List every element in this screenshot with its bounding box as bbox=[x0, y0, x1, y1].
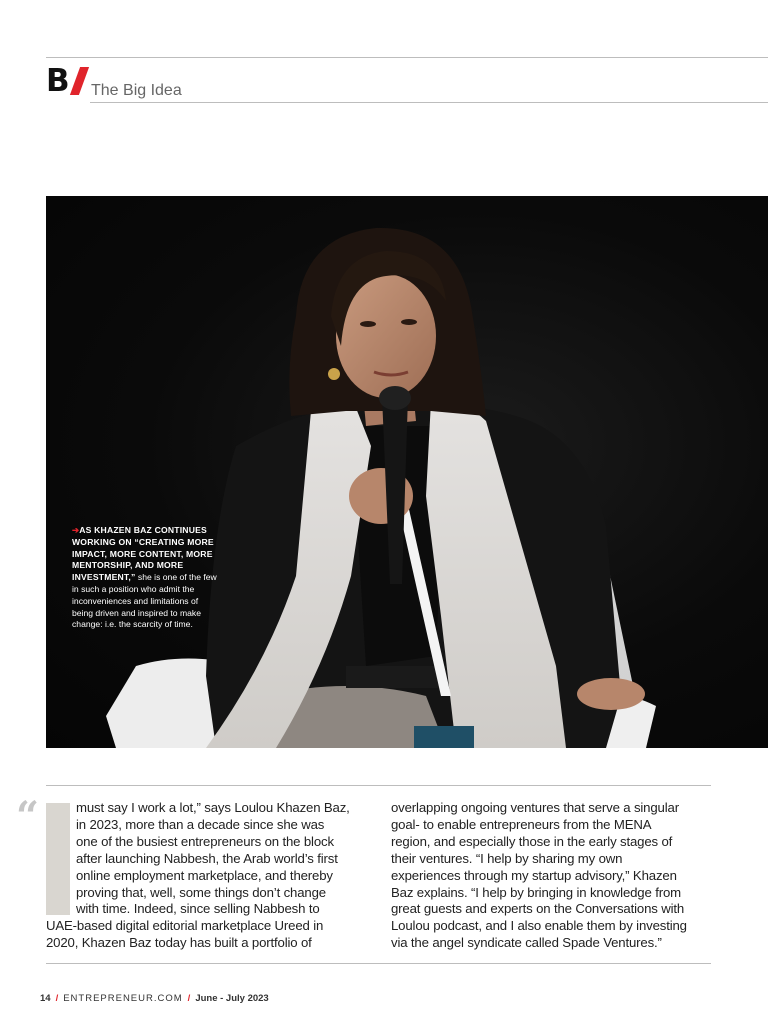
article-line: experiences through my startup advisory,” Khazen bbox=[391, 867, 677, 883]
article-line: overlapping ongoing ventures that serve a singular bbox=[391, 800, 679, 815]
article-line: 2020, Khazen Baz today has built a portfolio of bbox=[46, 935, 312, 951]
article-line: online employment marketplace, and thereby bbox=[76, 867, 333, 883]
article-line: great guests and experts on the Conversations with bbox=[391, 901, 685, 917]
article-line: in 2023, more than a decade since she was bbox=[76, 816, 325, 832]
caption-lead: AS KHAZEN BAZ CONTINUES WORKING ON “CREATING MORE IMPACT, MORE CONTENT, MORE MENTORSHIP, AND MORE INVESTMENT,” bbox=[72, 525, 214, 583]
photo-caption bbox=[72, 525, 217, 631]
article-line: after launching Nabbesh, the Arab world’s first bbox=[76, 850, 338, 866]
caption-text: she is one of the few in such a position who admit the inconveniences and limitations of being driven and inspired to make change: i.e. the scarcity of time. bbox=[72, 572, 217, 630]
article-line: Baz explains. “I help by bringing in knowledge from bbox=[391, 884, 681, 900]
logo-slash bbox=[70, 67, 89, 95]
slash-icon: / bbox=[55, 993, 59, 1004]
top-rule bbox=[46, 57, 768, 58]
article-line: Loulou podcast, and I also enable them by investing bbox=[391, 918, 687, 934]
quote-mark-icon: “ bbox=[16, 793, 40, 840]
article-line: region, and especially those in the early stages of bbox=[391, 833, 673, 849]
issue-date: June - July 2023 bbox=[195, 993, 269, 1004]
article-line: must say I work a lot,” says Loulou Khazen Baz, bbox=[76, 800, 350, 815]
article-line: goal- to enable entrepreneurs from the MENA bbox=[391, 816, 652, 832]
section-rule bbox=[90, 102, 768, 103]
page-footer bbox=[40, 993, 269, 1005]
slash-icon: / bbox=[187, 993, 191, 1004]
portrait-photo bbox=[46, 196, 768, 748]
article-line: with time. Indeed, since selling Nabbesh to bbox=[76, 901, 320, 917]
article-bottom-rule bbox=[46, 963, 711, 964]
page-number: 14 bbox=[40, 993, 51, 1004]
article-line: UAE-based digital editorial marketplace Ureed in bbox=[46, 918, 324, 934]
arrow-icon: ➔ bbox=[72, 525, 80, 535]
article-column-1 bbox=[46, 800, 350, 952]
section-title: The Big Idea bbox=[91, 82, 182, 99]
article-top-rule bbox=[46, 785, 711, 786]
logo-letter: B bbox=[46, 63, 69, 99]
site-name: ENTREPRENEUR.COM bbox=[63, 993, 183, 1004]
magazine-logo bbox=[46, 63, 84, 99]
article-line: one of the busiest entrepreneurs on the block bbox=[76, 833, 334, 849]
article-column-2 bbox=[391, 800, 687, 952]
article-line: their ventures. “I help by sharing my own bbox=[391, 850, 623, 866]
article-line: proving that, well, some things don’t change bbox=[76, 884, 326, 900]
article-line: via the angel syndicate called Spade Ventures.” bbox=[391, 935, 662, 951]
portrait-illustration bbox=[46, 196, 768, 748]
